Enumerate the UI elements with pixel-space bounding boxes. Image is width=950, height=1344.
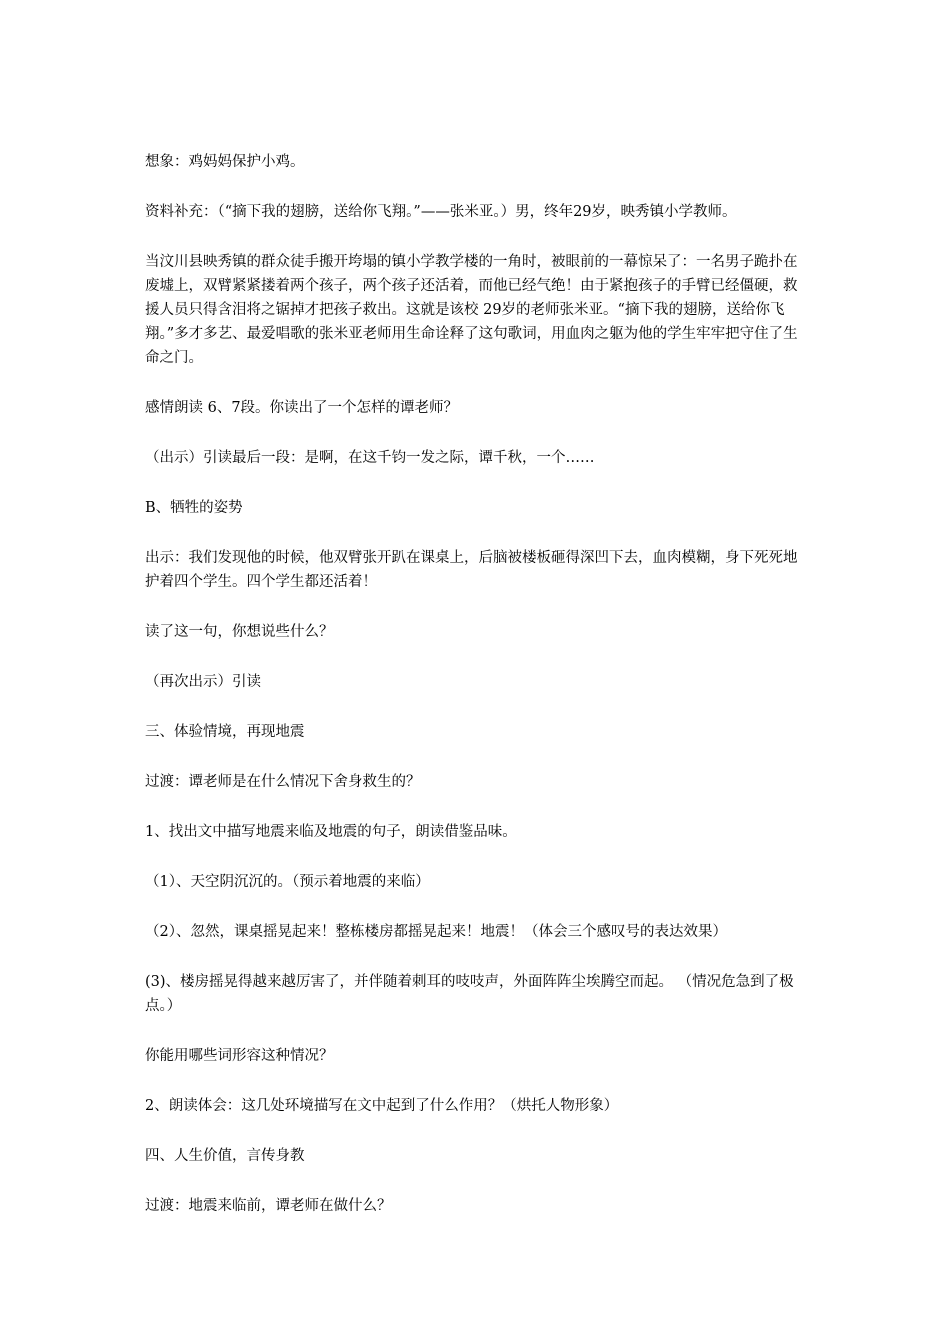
paragraph-reflection-question: 读了这一句，你想说些什么？ — [145, 624, 334, 640]
paragraph-environment-description: 2、朗读体会：这几处环境描写在文中起到了什么作用？（烘托人物形象） — [145, 1098, 619, 1114]
list-item-desks-shaking: （2）、忽然，课桌摇晃起来！整栋楼房都摇晃起来！地震！（体会三个感叹号的表达效果） — [145, 924, 727, 940]
paragraph-show-again: （再次出示）引读 — [145, 674, 261, 690]
paragraph-supplementary-material: 资料补充：（“摘下我的翅膀，送给你飞翔。”——张米亚。）男，终年29岁，映秀镇小学教师。 — [145, 204, 737, 220]
paragraph-transition-sacrifice: 过渡：谭老师是在什么情况下舍身救生的？ — [145, 774, 421, 790]
paragraph-describe-words: 你能用哪些词形容这种情况？ — [145, 1048, 334, 1064]
paragraph-transition-before-quake: 过渡：地震来临前，谭老师在做什么？ — [145, 1198, 392, 1214]
paragraph-imagine: 想象：鸡妈妈保护小鸡。 — [145, 154, 305, 170]
list-item-sky-gloomy: （1）、天空阴沉沉的。（预示着地震的来临） — [145, 874, 430, 890]
paragraph-emotional-reading: 感情朗读 6、7段。你读出了一个怎样的谭老师？ — [145, 400, 459, 416]
paragraph-zhang-miya-story: 当汶川县映秀镇的群众徒手搬开垮塌的镇小学教学楼的一角时，被眼前的一幕惊呆了：一名男子跪扑在废墟上，双臂紧紧搂着两个孩子，两个孩子还活着，而他已经气绝！由于紧抱孩子的手臂已经僵硬，救援人员只得含泪将之锯掉才把孩子救出。这就是该校 29岁的老师张米亚。“摘下我的翅膀，送给你飞翔。”多才多艺、最爱唱歌的张米亚老师用生命诠释了这句歌词，用血肉之躯为他的学生牢牢把守住了生命之门。 — [145, 254, 798, 366]
paragraph-discovery-quote: 出示：我们发现他的时候，他双臂张开趴在课桌上，后脑被楼板砸得深凹下去，血肉模糊，身下死死地护着四个学生。四个学生都还活着！ — [145, 550, 798, 590]
paragraph-find-sentences: 1、找出文中描写地震来临及地震的句子，朗读借鉴品味。 — [145, 824, 517, 840]
section-heading-sacrifice-posture: B、牺牲的姿势 — [145, 500, 243, 516]
section-heading-life-value: 四、人生价值，言传身教 — [145, 1148, 305, 1164]
section-heading-experience-earthquake: 三、体验情境，再现地震 — [145, 724, 305, 740]
document-body — [145, 150, 810, 1244]
list-item-building-shaking: (3)、楼房摇晃得越来越厉害了，并伴随着刺耳的吱吱声，外面阵阵尘埃腾空而起。 （情况危急到了极点。） — [145, 974, 794, 1014]
paragraph-guided-reading: （出示）引读最后一段：是啊，在这千钧一发之际，谭千秋，一个…… — [145, 450, 595, 466]
